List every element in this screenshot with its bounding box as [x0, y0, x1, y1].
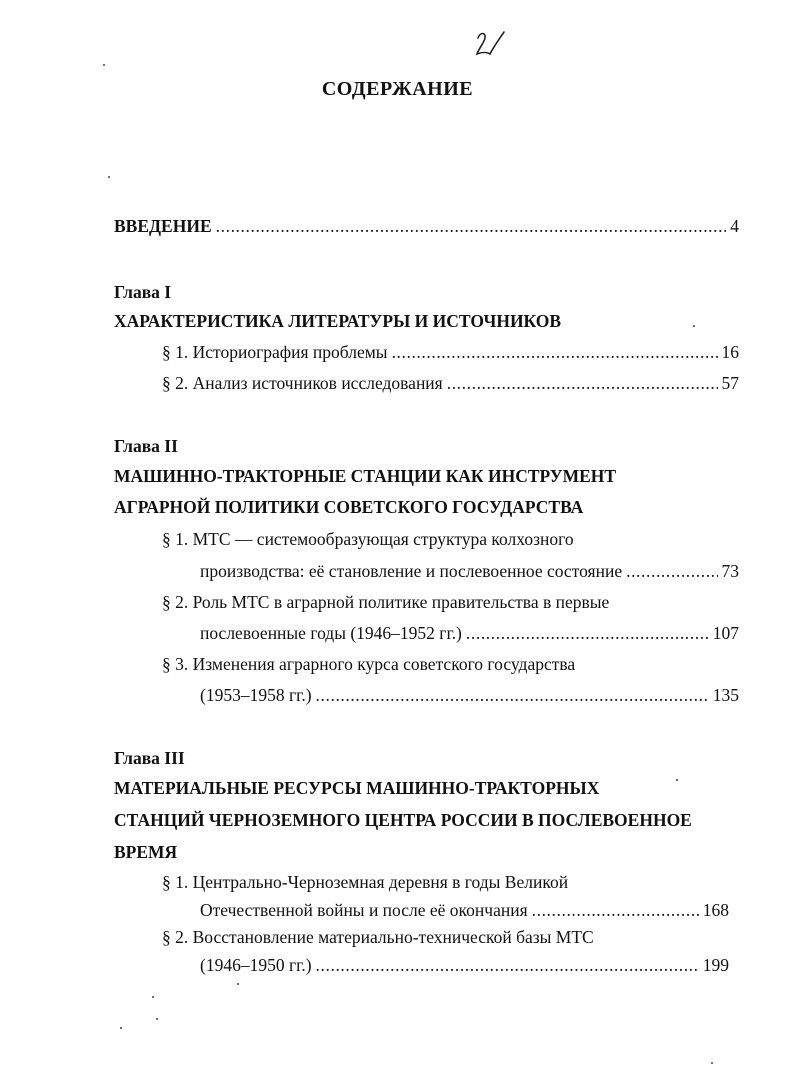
toc-page-number: 168 — [702, 900, 729, 920]
dot-leader — [466, 623, 709, 644]
scan-speck — [103, 64, 105, 66]
chapter-title-line: МАТЕРИАЛЬНЫЕ РЕСУРСЫ МАШИННО-ТРАКТОРНЫХ — [114, 778, 600, 798]
toc-page-number: 107 — [712, 623, 739, 643]
toc-entry[interactable] — [162, 342, 739, 363]
toc-entry-text: § 1. МТС — системообразующая структура колхозного — [162, 529, 574, 549]
toc-page-number: 4 — [730, 216, 739, 236]
handwritten-page-mark — [470, 28, 506, 62]
page-title: СОДЕРЖАНИЕ — [321, 78, 474, 100]
toc-entry-text: § 3. Изменения аграрного курса советского государства — [162, 654, 576, 674]
toc-entry-text: Отечественной войны и после её окончания — [200, 900, 528, 920]
scan-speck — [693, 325, 695, 327]
scan-speck — [156, 1018, 158, 1020]
toc-page-number: 135 — [712, 685, 739, 705]
toc-entry-text: производства: её становление и послевоенное состояние — [200, 561, 623, 581]
scan-speck — [108, 176, 110, 178]
chapter-title-line: АГРАРНОЙ ПОЛИТИКИ СОВЕТСКОГО ГОСУДАРСТВА — [114, 497, 584, 517]
toc-entry-text: (1946–1950 гг.) — [200, 955, 312, 975]
chapter-title-line: СТАНЦИЙ ЧЕРНОЗЕМНОГО ЦЕНТРА РОССИИ В ПОСЛЕВОЕННОЕ — [114, 810, 692, 830]
chapter-label: Глава II — [114, 436, 178, 456]
toc-entry[interactable] — [200, 900, 729, 921]
dot-leader — [316, 955, 699, 976]
dot-leader — [392, 342, 718, 363]
toc-page-number: 73 — [721, 561, 739, 581]
toc-page-number: 16 — [721, 342, 739, 362]
toc-entry-text: § 2. Роль МТС в аграрной политике правительства в первые — [162, 592, 610, 612]
toc-entry[interactable] — [200, 955, 729, 976]
chapter-label: Глава I — [114, 282, 172, 302]
toc-entry-text: § 1. Центрально-Черноземная деревня в годы Великой — [162, 872, 569, 892]
chapter-label: Глава III — [114, 748, 185, 768]
scan-speck — [237, 983, 239, 985]
toc-entry-text: § 1. Историография проблемы — [162, 342, 388, 362]
scan-speck — [676, 779, 678, 781]
toc-entry-label: ВВЕДЕНИЕ — [114, 216, 212, 236]
toc-entry-text: (1953–1958 гг.) — [200, 685, 312, 705]
toc-entry[interactable] — [162, 373, 739, 394]
dot-leader — [216, 216, 727, 237]
dot-leader — [626, 561, 717, 582]
scan-speck — [152, 996, 154, 998]
toc-entry[interactable] — [200, 685, 739, 706]
toc-entry-text: послевоенные годы (1946–1952 гг.) — [200, 623, 462, 643]
chapter-title: ХАРАКТЕРИСТИКА ЛИТЕРАТУРЫ И ИСТОЧНИКОВ — [114, 311, 562, 331]
toc-page-number: 57 — [721, 373, 739, 393]
chapter-title-line: ВРЕМЯ — [114, 842, 178, 862]
scan-speck — [711, 1062, 713, 1064]
toc-entry[interactable] — [200, 623, 739, 644]
toc-entry-text: § 2. Восстановление материально-технической базы МТС — [162, 927, 594, 947]
toc-entry[interactable] — [200, 561, 739, 582]
toc-page-number: 199 — [702, 955, 729, 975]
dot-leader — [447, 373, 718, 394]
dot-leader — [316, 685, 709, 706]
toc-entry-intro[interactable] — [114, 216, 739, 237]
dot-leader — [532, 900, 699, 921]
toc-entry-text: § 2. Анализ источников исследования — [162, 373, 443, 393]
scan-speck — [120, 1027, 122, 1029]
chapter-title-line: МАШИННО-ТРАКТОРНЫЕ СТАНЦИИ КАК ИНСТРУМЕНТ — [114, 466, 617, 486]
